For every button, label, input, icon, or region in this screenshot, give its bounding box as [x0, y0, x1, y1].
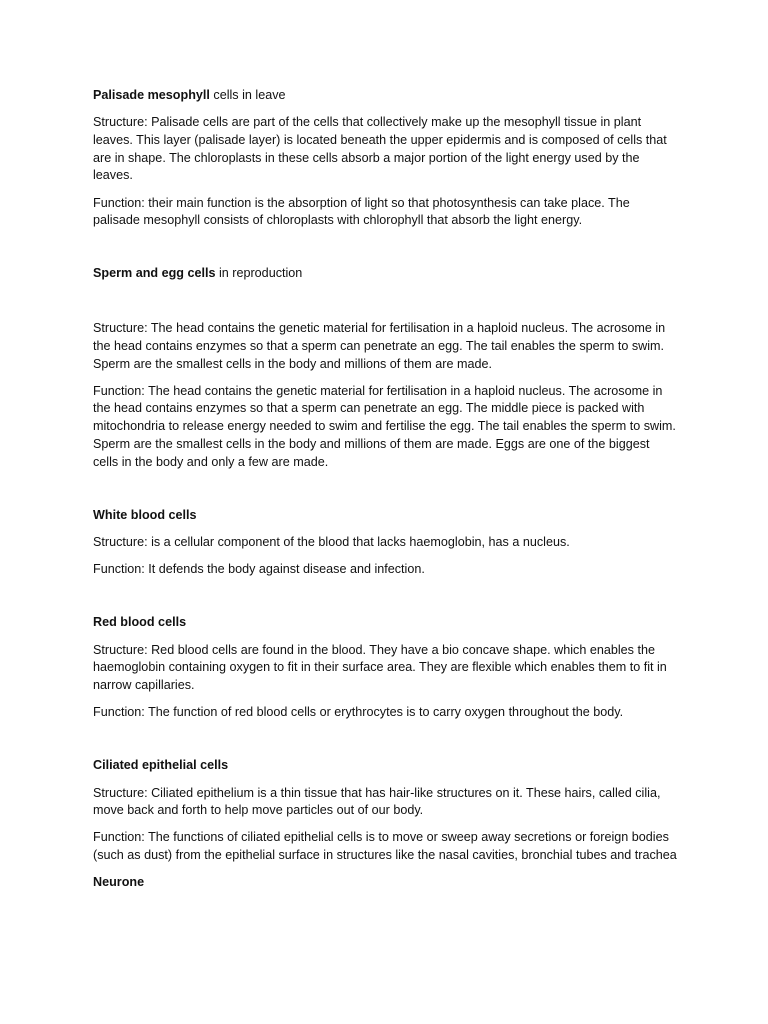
- section-heading-sperm-egg: [93, 265, 678, 283]
- document-body: [93, 87, 678, 892]
- structure-paragraph: Structure: Ciliated epithelium is a thin tissue that has hair-like structures on it. These hairs, called cilia, move back and forth to help move particles out of our body.: [93, 785, 661, 818]
- heading-bold-text: White blood cells: [93, 507, 197, 522]
- section-heading-ciliated: [93, 757, 678, 775]
- section-heading-neurone: [93, 874, 678, 892]
- heading-bold-text: Ciliated epithelial cells: [93, 758, 229, 773]
- section-spacer: [93, 471, 678, 507]
- section-heading-red-blood: [93, 614, 678, 632]
- function-paragraph: Function: It defends the body against disease and infection.: [93, 562, 425, 577]
- section-heading-white-blood: [93, 507, 678, 525]
- heading-rest-text: cells in leave: [209, 88, 286, 102]
- structure-paragraph: Structure: The head contains the genetic material for fertilisation in a haploid nucleus. The acrosome in the head contains enzymes so that a sperm can penetrate an egg. The tail enables the sperm to swim. Sperm are the smallest cells in the body and millions of them are made.: [93, 321, 666, 371]
- heading-bold-text: Sperm and egg cells: [93, 266, 216, 281]
- heading-rest-text: in reproduction: [215, 266, 303, 281]
- structure-paragraph: Structure: is a cellular component of the blood that lacks haemoglobin, has a nucleus.: [93, 534, 570, 549]
- section-spacer: [93, 283, 678, 320]
- function-paragraph: Function: The function of red blood cells or erythrocytes is to carry oxygen throughout the body.: [93, 705, 624, 720]
- section-spacer: [93, 579, 678, 615]
- heading-bold-text: Palisade mesophyll: [93, 88, 210, 102]
- function-paragraph: Function: their main function is the absorption of light so that photosynthesis can take place. The palisade mesophyll consists of chloroplasts with chlorophyll that absorb the light energy.: [93, 195, 630, 228]
- section-spacer: [93, 722, 678, 758]
- structure-paragraph: Structure: Palisade cells are part of the cells that collectively make up the mesophyll tissue in plant leaves. This layer (palisade layer) is located beneath the upper epidermis and is composed of cells that are in shape. The chloroplasts in these cells absorb a major portion of the light energy used by the leaves.: [93, 115, 667, 183]
- section-heading-palisade: [93, 87, 678, 105]
- heading-bold-text: Neurone: [93, 875, 145, 890]
- function-paragraph: Function: The functions of ciliated epithelial cells is to move or sweep away secretions or foreign bodies (such as dust) from the epithelial surface in structures like the nasal cavities, bronchial tubes and trachea: [93, 830, 677, 863]
- structure-paragraph: Structure: Red blood cells are found in the blood. They have a bio concave shape. which enables the haemoglobin containing oxygen to fit in their surface area. They are flexible which enables them to fit in narrow capillaries.: [93, 642, 667, 692]
- section-spacer: [93, 230, 678, 266]
- function-paragraph: Function: The head contains the genetic material for fertilisation in a haploid nucleus. The acrosome in the head contains enzymes so that a sperm can penetrate an egg. The middle piece is packed with mitochondria to release energy needed to swim and fertilise the egg. The tail enables the sperm to swim. Sperm are the smallest cells in the body and millions of them are made. Eggs are one of the biggest cells in the body and only a few are made.: [93, 383, 676, 469]
- heading-bold-text: Red blood cells: [93, 615, 187, 630]
